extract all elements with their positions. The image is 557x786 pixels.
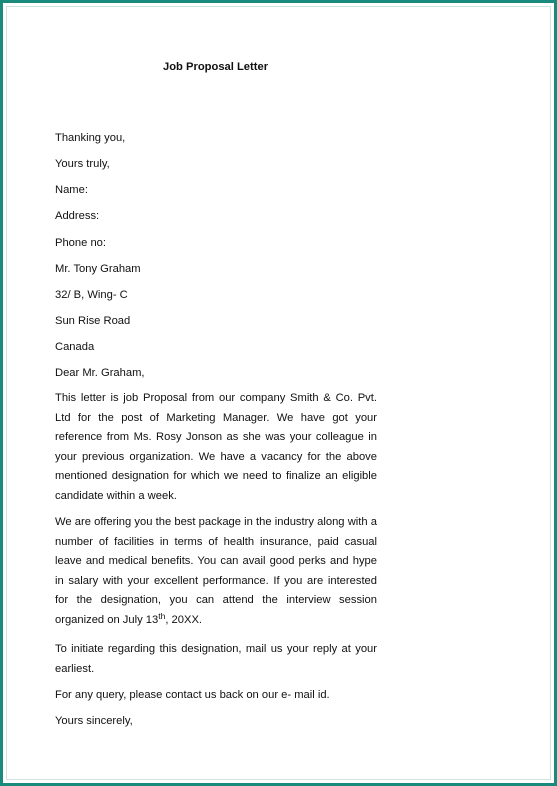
sign-off: Yours sincerely,	[55, 715, 133, 727]
recipient-country: Canada	[55, 341, 95, 353]
closing-yours-truly: Yours truly,	[55, 158, 110, 170]
recipient-address-line-2: Sun Rise Road	[55, 315, 131, 327]
sender-phone-label: Phone no:	[55, 237, 107, 249]
paragraph-2-date-end: , 20XX.	[165, 613, 203, 626]
closing-thanking: Thanking you,	[55, 132, 126, 144]
sender-address-label: Address:	[55, 210, 100, 222]
letter-title: Job Proposal Letter	[163, 61, 269, 73]
recipient-address-line-1: 32/ B, Wing- C	[55, 289, 128, 301]
body-paragraph-3: To initiate regarding this designation, mail us your reply at your earliest.	[55, 643, 377, 675]
recipient-name: Mr. Tony Graham	[55, 263, 141, 275]
body-paragraph-2	[55, 513, 377, 631]
salutation: Dear Mr. Graham,	[55, 367, 145, 379]
body-paragraph-1: This letter is job Proposal from our company Smith & Co. Pvt. Ltd for the post of Marketing Manager. We have got your reference from Ms. Rosy Jonson as she was your colleague in your previous organization. We have a vacancy for the above mentioned designation for which we need to finalize an eligible candidate within a week.	[55, 392, 377, 502]
paragraph-2-text: We are offering you the best package in the industry along with a number of facilities in terms of health insurance, paid casual leave and medical benefits. You can avail good perks and hype in salary with your excellent performance. If you are interested for the designation, you can attend the interview session organized on July 13	[55, 516, 377, 626]
ordinal-suffix: th	[158, 610, 166, 621]
body-paragraph-4: For any query, please contact us back on our e- mail id.	[55, 689, 330, 701]
sender-name-label: Name:	[55, 184, 88, 196]
